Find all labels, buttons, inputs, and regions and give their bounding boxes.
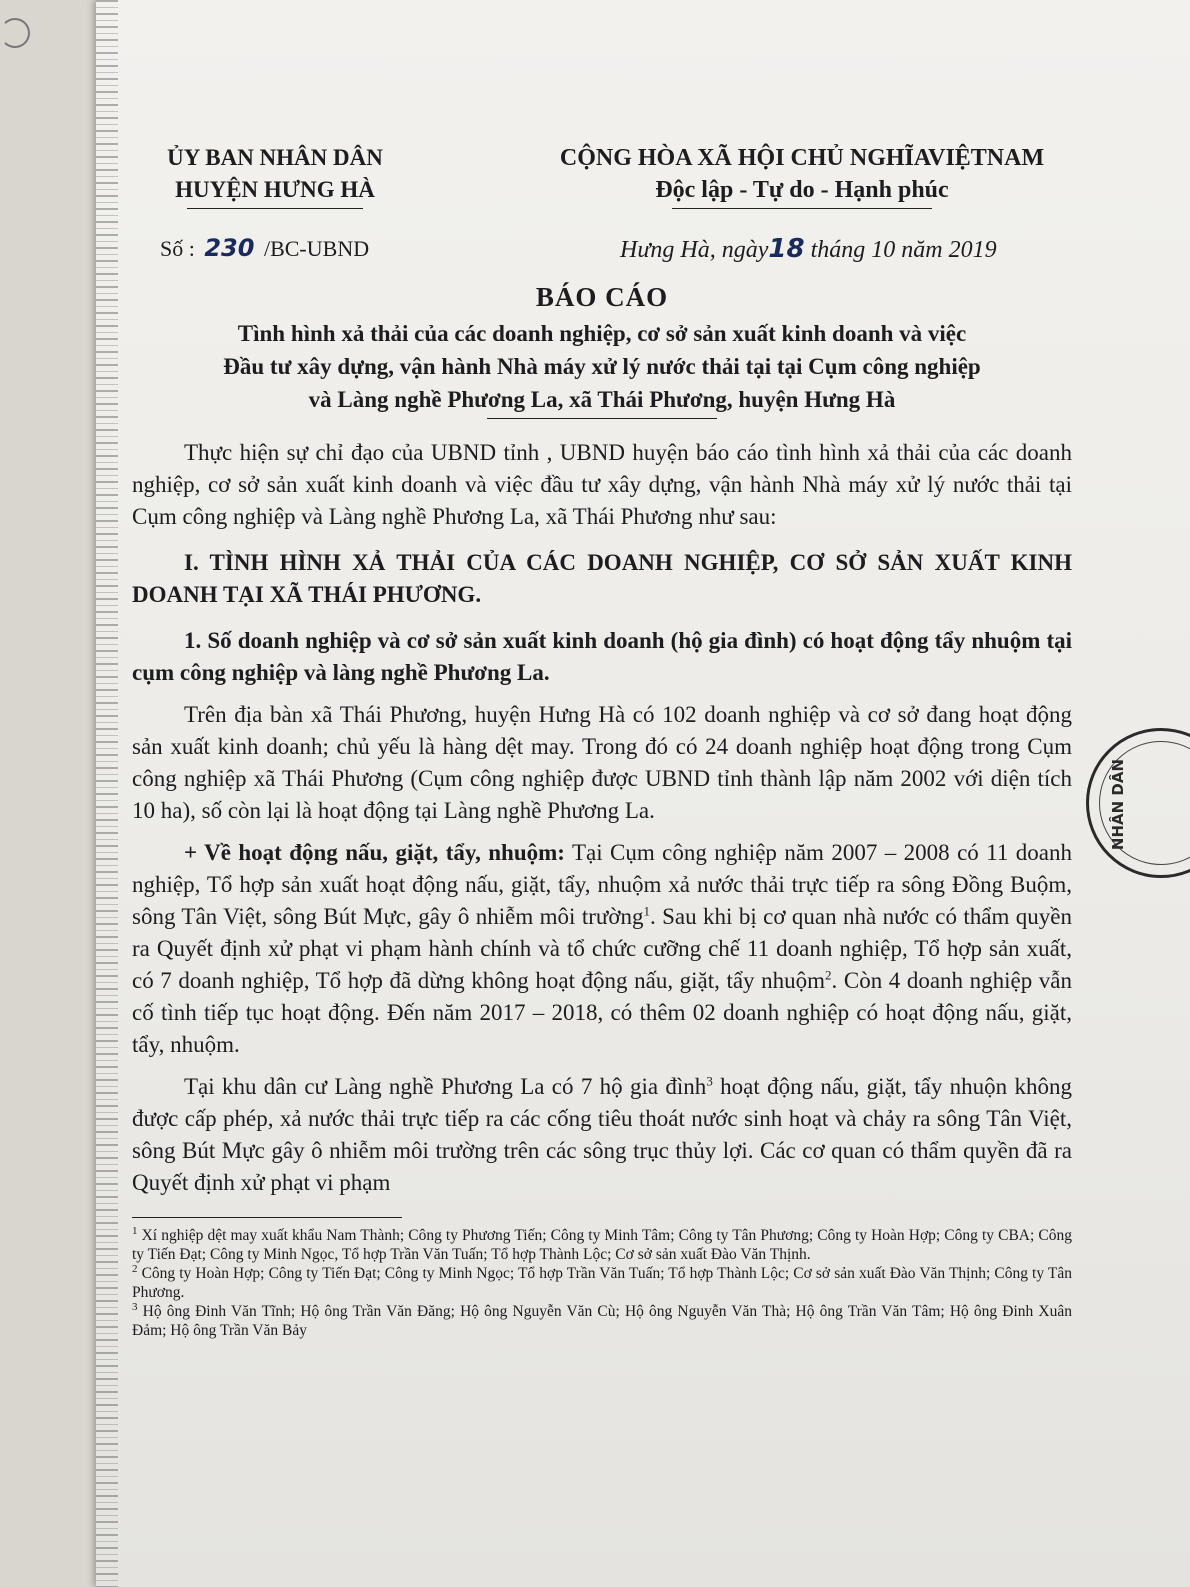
date-suffix: tháng 10 năm 2019: [810, 237, 997, 263]
subtitle-line-3: và Làng nghề Phương La, xã Thái Phương, huyện Hưng Hà: [308, 387, 896, 412]
subtitle-underline: [487, 418, 717, 419]
paragraph-3: [132, 1071, 1072, 1199]
number-suffix: /BC-UBND: [263, 236, 370, 261]
document-date: [620, 234, 997, 264]
footnote-ref-3: 3: [706, 1073, 713, 1089]
paragraph-2-text-b: . Sau khi bị cơ quan nhà nước có thẩm quyền ra Quyết định xử phạt vi phạm hành chính và tổ chức cưỡng chế 11 doanh nghiệp, Tổ hợp sản xuất, có 7 doanh nghiệp, Tổ hợp đã dừng không hoạt động nấu, giặt, tẩy nhuộm: [132, 904, 1072, 993]
org-line-2: HUYỆN HƯNG HÀ: [175, 177, 375, 202]
intro-paragraph: Thực hiện sự chỉ đạo của UBND tỉnh , UBND huyện báo cáo tình hình xả thải của các doanh nghiệp, cơ sở sản xuất kinh doanh và việc đầu tư xây dựng, vận hành Nhà máy xử lý nước thải tại Cụm công nghiệp và Làng nghề Phương La, xã Thái Phương như sau:: [132, 440, 1072, 529]
issuing-organization: [150, 142, 400, 209]
number-handwritten: 230: [204, 234, 255, 262]
nation-line-1: CỘNG HÒA XÃ HỘI CHỦ NGHĨAVIỆTNAM: [559, 145, 1045, 171]
footnote-ref-1: 1: [643, 903, 650, 919]
paragraph-2-lead: + Về hoạt động nấu, giặt, tẩy, nhuộm:: [184, 840, 565, 865]
paragraph-1: Trên địa bàn xã Thái Phương, huyện Hưng Hà có 102 doanh nghiệp và cơ sở đang hoạt động sản xuất kinh doanh; chủ yếu là hàng dệt may. Trong đó có 24 doanh nghiệp hoạt động trong Cụm công nghiệp xã Thái Phương (Cụm công nghiệp được UBND tỉnh thành lập năm 2002 với diện tích 10 ha), số còn lại là hoạt động tại Làng nghề Phương La.: [132, 702, 1072, 823]
footnote-3: [132, 1302, 1072, 1340]
footnote-2: [132, 1264, 1072, 1302]
footnote-1: [132, 1226, 1072, 1264]
subtitle-line-1: Tình hình xả thải của các doanh nghiệp, cơ sở sản xuất kinh doanh và việc: [237, 321, 967, 346]
document-header: [132, 130, 1072, 280]
footnote-3-mark: 3: [132, 1300, 138, 1313]
binder-ring: [0, 18, 30, 48]
footnote-separator: [132, 1217, 402, 1218]
footnote-3-text: Hộ ông Đinh Văn Tĩnh; Hộ ông Trần Văn Đăng; Hộ ông Nguyễn Văn Cù; Hộ ông Nguyễn Văn Thà; Hộ ông Trần Văn Tâm; Hộ ông Đinh Xuân Đảm; Hộ ông Trần Văn Bảy: [132, 1303, 1072, 1339]
paragraph-3-text-b: hoạt động nấu, giặt, tẩy nhuộn không được cấp phép, xả nước thải trực tiếp ra các cống tiêu thoát nước sinh hoạt và chảy ra sông Tân Việt, sông Bút Mực gây ô nhiễm môi trường trên các sông trục thủy lợi. Các cơ quan có thẩm quyền đã ra Quyết định xử phạt vi phạm: [132, 1074, 1072, 1195]
footnote-2-mark: 2: [132, 1262, 138, 1275]
number-prefix: Số :: [160, 236, 195, 261]
document-title: BÁO CÁO: [535, 282, 669, 312]
document-number: [160, 234, 369, 262]
document-subtitle: [132, 317, 1072, 416]
section-1-heading: I. TÌNH HÌNH XẢ THẢI CỦA CÁC DOANH NGHIỆP, CƠ SỞ SẢN XUẤT KINH DOANH TẠI XÃ THÁI PHƯƠNG.: [132, 550, 1072, 607]
national-motto: [522, 142, 1082, 209]
stamp-text: NHÂN DÂN: [1109, 759, 1127, 851]
footnote-1-mark: 1: [132, 1224, 138, 1237]
paragraph-2-text-c: . Còn 4 doanh nghiệp vẫn cố tình tiếp tục hoạt động. Đến năm 2017 – 2018, có thêm 02 doanh nghiệp có hoạt động nấu, giặt, tẩy, nhuộm.: [132, 968, 1072, 1057]
footnote-2-text: Công ty Hoàn Hợp; Công ty Tiến Đạt; Công ty Minh Ngọc; Tổ hợp Trần Văn Tuấn; Tổ hợp Thành Lộc; Cơ sở sản xuất Đào Văn Thịnh; Công ty Tân Phương.: [132, 1265, 1072, 1301]
org-underline: [187, 208, 363, 209]
binding-edge: [96, 0, 118, 1587]
paragraph-2: [132, 837, 1072, 1061]
subtitle-line-2: Đầu tư xây dựng, vận hành Nhà máy xử lý nước thải tại tại Cụm công nghiệp: [223, 354, 981, 379]
paragraph-3-text-a: Tại khu dân cư Làng nghề Phương La có 7 hộ gia đình: [184, 1074, 707, 1099]
motto-underline: [672, 208, 932, 209]
nation-line-2: Độc lập - Tự do - Hạnh phúc: [655, 177, 949, 203]
footnote-1-text: Xí nghiệp dệt may xuất khẩu Nam Thành; Công ty Phương Tiến; Công ty Minh Tâm; Công ty Tân Phương; Công ty Hoàn Hợp; Công ty CBA; Công ty Tiến Đạt; Công ty Minh Ngọc, Tổ hợp Trần Văn Tuấn; Tổ hợp Thành Lộc; Cơ sở sản xuất Đào Văn Thịnh.: [132, 1227, 1072, 1263]
date-prefix: Hưng Hà, ngày: [620, 237, 769, 263]
document-content: [132, 130, 1072, 1340]
paragraph-2-text-a: Tại Cụm công nghiệp năm 2007 – 2008 có 11 doanh nghiệp, Tổ hợp sản xuất hoạt động nấu, giặt, tẩy, nhuộm xả nước thải trực tiếp ra sông Đồng Buộm, sông Tân Việt, sông Bút Mực, gây ô nhiễm môi trường: [132, 840, 1072, 929]
org-line-1: ỦY BAN NHÂN DÂN: [167, 145, 383, 170]
subsection-1-heading: 1. Số doanh nghiệp và cơ sở sản xuất kinh doanh (hộ gia đình) có hoạt động tẩy nhuộm tại cụm công nghiệp và làng nghề Phương La.: [132, 628, 1072, 685]
footnote-ref-2: 2: [825, 967, 832, 983]
date-day-handwritten: 18: [768, 234, 805, 264]
